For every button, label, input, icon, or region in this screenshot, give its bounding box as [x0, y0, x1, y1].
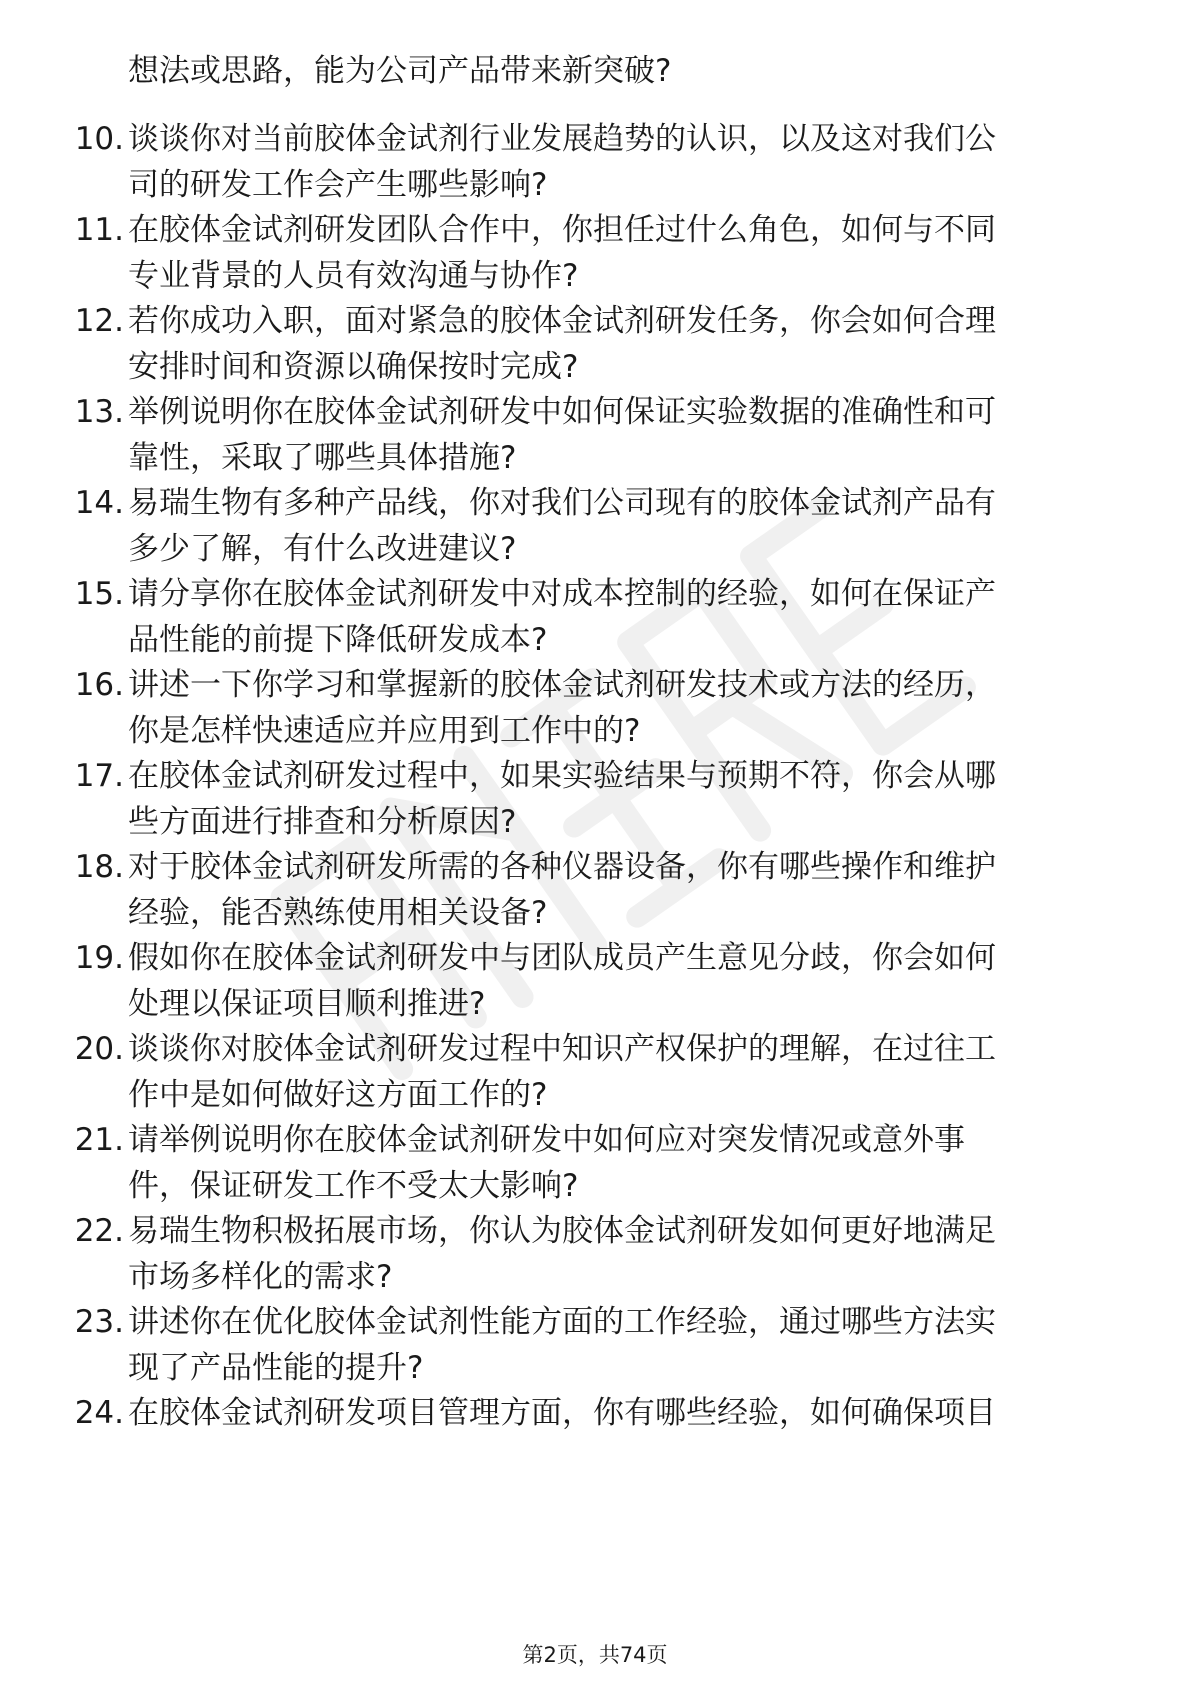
question-line: 在胶体金试剂研发团队合作中，你担任过什么角色，如何与不同	[128, 212, 996, 248]
question-line: 讲述你在优化胶体金试剂性能方面的工作经验，通过哪些方法实	[128, 1304, 996, 1340]
question-number: 20.	[74, 1031, 124, 1067]
question-line: 若你成功入职，面对紧急的胶体金试剂研发任务，你会如何合理	[128, 303, 996, 339]
question-number: 15.	[74, 576, 124, 612]
question-line: 安排时间和资源以确保按时完成?	[128, 349, 579, 385]
question-line: 市场多样化的需求?	[128, 1259, 393, 1295]
question-line: 举例说明你在胶体金试剂研发中如何保证实验数据的准确性和可	[128, 394, 996, 430]
question-number: 19.	[74, 940, 124, 976]
question-line: 在胶体金试剂研发项目管理方面，你有哪些经验，如何确保项目	[128, 1395, 996, 1431]
question-text	[128, 1390, 1118, 1436]
question-number: 23.	[74, 1304, 124, 1340]
question-number: 21.	[74, 1122, 124, 1158]
question-line: 多少了解，有什么改进建议?	[128, 531, 517, 567]
question-text	[128, 480, 1118, 572]
question-line: 请举例说明你在胶体金试剂研发中如何应对突发情况或意外事	[128, 1122, 965, 1158]
question-line: 件，保证研发工作不受太大影响?	[128, 1168, 579, 1204]
question-line: 现了产品性能的提升?	[128, 1350, 424, 1386]
question-number: 11.	[74, 212, 124, 248]
question-line: 经验，能否熟练使用相关设备?	[128, 895, 548, 931]
question-line: 谈谈你对胶体金试剂研发过程中知识产权保护的理解，在过往工	[128, 1031, 996, 1067]
question-line: 作中是如何做好这方面工作的?	[128, 1077, 548, 1113]
question-text	[128, 935, 1118, 1027]
question-line: 在胶体金试剂研发过程中，如果实验结果与预期不符，你会从哪	[128, 758, 996, 794]
question-text	[128, 662, 1118, 754]
question-line: 靠性，采取了哪些具体措施?	[128, 440, 517, 476]
question-number: 17.	[74, 758, 124, 794]
question-line: 专业背景的人员有效沟通与协作?	[128, 258, 579, 294]
question-9-continuation: 想法或思路，能为公司产品带来新突破?	[128, 53, 672, 89]
question-line: 些方面进行排查和分析原因?	[128, 804, 517, 840]
page-number-footer: 第2页，共74页	[522, 1643, 668, 1667]
question-number: 22.	[74, 1213, 124, 1249]
question-line: 你是怎样快速适应并应用到工作中的?	[128, 713, 641, 749]
question-line: 讲述一下你学习和掌握新的胶体金试剂研发技术或方法的经历，	[128, 667, 996, 703]
question-line: 品性能的前提下降低研发成本?	[128, 622, 548, 658]
question-line: 司的研发工作会产生哪些影响?	[128, 167, 548, 203]
question-line: 假如你在胶体金试剂研发中与团队成员产生意见分歧，你会如何	[128, 940, 996, 976]
question-text	[128, 1208, 1118, 1300]
question-text	[128, 389, 1118, 481]
question-line: 对于胶体金试剂研发所需的各种仪器设备，你有哪些操作和维护	[128, 849, 996, 885]
question-number: 18.	[74, 849, 124, 885]
question-line: 易瑞生物积极拓展市场，你认为胶体金试剂研发如何更好地满足	[128, 1213, 996, 1249]
question-text	[128, 1117, 1118, 1209]
question-text	[128, 844, 1118, 936]
question-text	[128, 1026, 1118, 1118]
question-number: 14.	[74, 485, 124, 521]
question-line: 处理以保证项目顺利推进?	[128, 986, 486, 1022]
question-number: 16.	[74, 667, 124, 703]
question-text	[128, 571, 1118, 663]
question-text	[128, 116, 1118, 208]
question-number: 10.	[74, 121, 124, 157]
question-text	[128, 207, 1118, 299]
question-text	[128, 753, 1118, 845]
question-number: 24.	[74, 1395, 124, 1431]
question-text	[128, 1299, 1118, 1391]
question-line: 谈谈你对当前胶体金试剂行业发展趋势的认识，以及这对我们公	[128, 121, 996, 157]
question-line: 易瑞生物有多种产品线，你对我们公司现有的胶体金试剂产品有	[128, 485, 996, 521]
question-line: 请分享你在胶体金试剂研发中对成本控制的经验，如何在保证产	[128, 576, 996, 612]
question-text	[128, 298, 1118, 390]
question-number: 12.	[74, 303, 124, 339]
question-number: 13.	[74, 394, 124, 430]
